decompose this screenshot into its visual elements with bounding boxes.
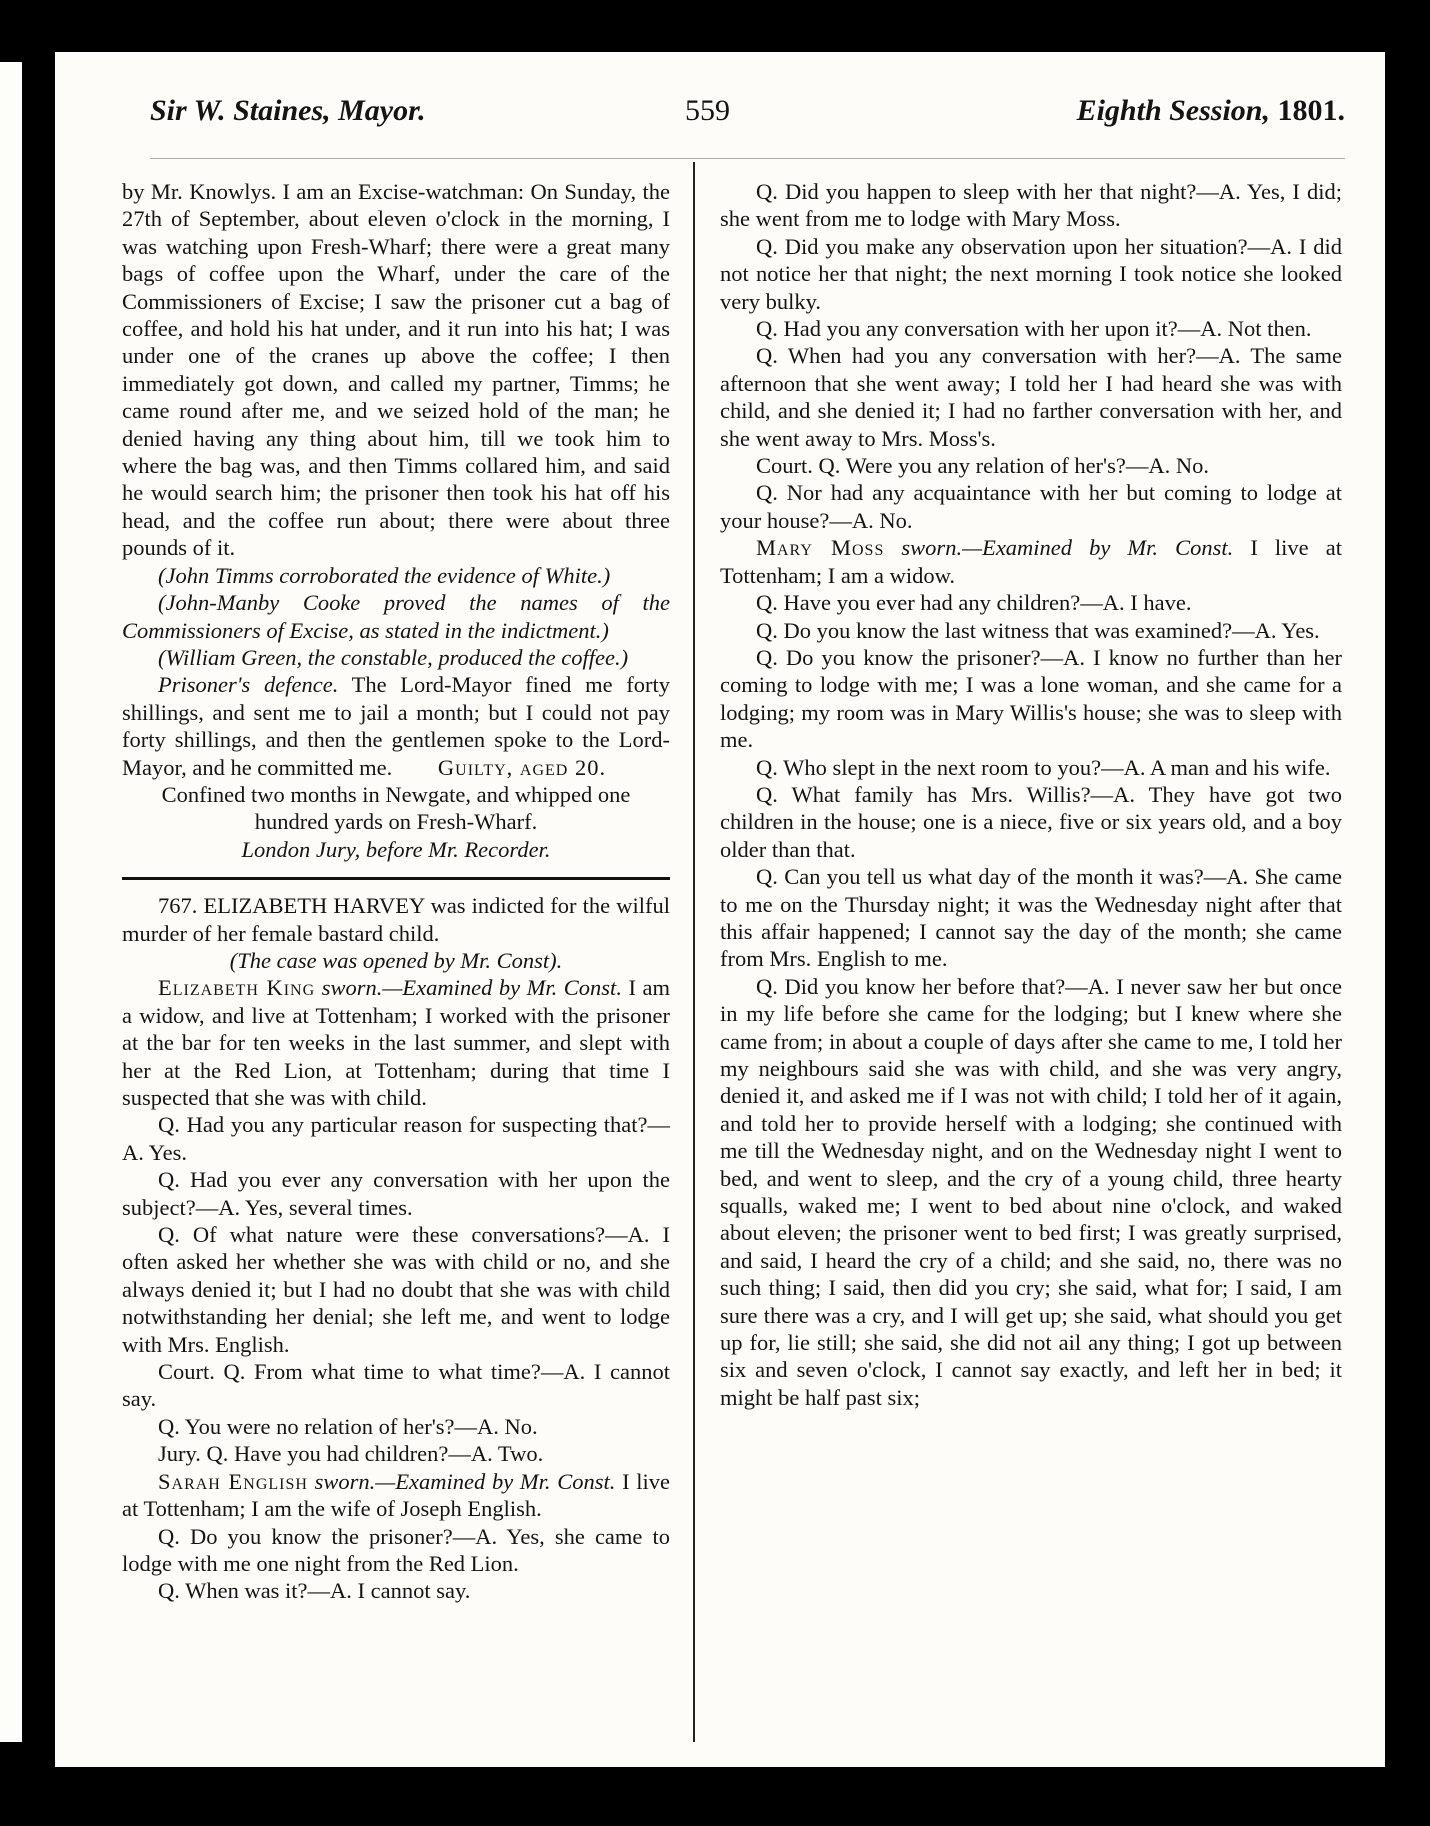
paragraph: Court. Q. From what time to what time?—A. I cannot say. [122,1359,670,1412]
paragraph: (The case was opened by Mr. Const). [229,947,563,973]
case-separator [122,877,670,880]
header-year: 1801. [1277,94,1345,127]
witness-sworn: sworn.—Examined by Mr. Const. [884,535,1234,561]
paragraph: Q. You were no relation of her's?—A. No. [158,1413,538,1439]
witness-sworn: sworn.—Examined by Mr. Const. [307,1468,616,1494]
paragraph: Q. Who slept in the next room to you?—A. A man and his wife. [756,754,1331,780]
page-header [150,88,1345,148]
paragraph [122,974,670,1111]
paragraph: Q. When was it?—A. I cannot say. [158,1578,471,1604]
paragraph: Q. Do you know the prisoner?—A. Yes, she came to lodge with me one night from the Red Lion. [122,1523,670,1576]
witness-name: Mary Moss [756,535,885,561]
testimony: I live at Tottenham; I am the wife of Joseph English. [122,1468,671,1522]
defence-text: The Lord-Mayor fined me forty shillings, and sent me to jail a month; but I could not pay forty shillings, and then the gentlemen spoke to the Lord-Mayor, and he committed me. [122,672,670,780]
left-column [122,178,670,1605]
scan-left-edge [0,62,22,1742]
header-session-title: Eighth Session, [1076,94,1270,127]
paragraph: Q. Do you know the prisoner?—A. I know no further than her coming to lodge with me; I was a lone woman, and she came for a lodging; my room was in Mary Willis's house; she was to sleep with me. [720,644,1342,753]
paragraph: Q. Of what nature were these conversations?—A. I often asked her whether she was with child or no, and she always denied it; but I had no doubt that she was with child notwithstanding her denial; she left me, and went to lodge with Mrs. English. [122,1222,670,1357]
case-title: 767. ELIZABETH HARVEY was indicted for the wilful murder of her female bastard child. [122,893,670,946]
sentence: Confined two months in Newgate, and whipped one hundred yards on Fresh-Wharf. [161,781,631,835]
paragraph: (William Green, the constable, produced the coffee.) [158,644,629,670]
paragraph: Court. Q. Were you any relation of her's?—A. No. [756,453,1209,479]
paragraph: Q. Did you make any observation upon her situation?—A. I did not notice her that night; the next morning I took notice she looked very bulky. [720,233,1342,314]
paragraph: Q. Had you any particular reason for suspecting that?—A. Yes. [122,1112,670,1165]
witness-sworn: sworn.—Examined by Mr. Const. [315,975,622,1001]
paragraph: Q. Had you any conversation with her upon it?—A. Not then. [756,316,1312,342]
defence-label: Prisoner's defence. [158,672,339,698]
paragraph: (John Timms corroborated the evidence of White.) [158,562,611,588]
testimony: I live at Tottenham; I am a widow. [720,535,1342,588]
page-number: 559 [685,94,730,127]
paragraph: Q. Do you know the last witness that was examined?—A. Yes. [756,617,1320,643]
document-page [55,52,1385,1767]
column-divider [693,162,695,1742]
paragraph [720,534,1342,589]
header-rule [150,158,1345,159]
paragraph: Q. What family has Mrs. Willis?—A. They have got two children in the house; one is a niece, five or six years old, and a boy older than that. [720,781,1342,862]
paragraph: Q. Can you tell us what day of the month it was?—A. She came to me on the Thursday night; it was the Wednesday night after that this affair happened; I cannot say the day of the month; she came from Mrs. English to me. [720,864,1342,972]
witness-name: Elizabeth King [158,975,316,1001]
paragraph: Q. Did you know her before that?—A. I never saw her but once in my life before she came for the lodging; but I knew where she came from; in about a couple of days after she came to me, I told her my neighbours said she was with child, and she was very angry, denied it, and asked me if I was not with child; I told her of it again, and told her to provide herself with a lodging; she continued with me till the Wednesday night, and on the Wednesday night I went to bed, and went to sleep, and the cry of a young child, three hearty squalls, waked me; I went to bed about nine o'clock, and waked about eleven; the prisoner went to bed first; I was greatly surprised, and said, I heard the cry of a child; and she said, no, there was no such thing; I said, then did you cry; she said, what for; I said, I am sure there was a cry, and I will get up; she said, what should you get up for, lie still; she said, she did not ail any thing; I got up between six and seven o'clock, I cannot say exactly, and left her in bed; it might be half past six; [720,973,1342,1410]
paragraph: Q. Nor had any acquaintance with her but coming to lodge at your house?—A. No. [720,480,1342,533]
testimony: I am a widow, and live at Tottenham; I worked with the prisoner at the bar for ten weeks in the last summer, and slept with her at the Red Lion, at Tottenham; during that time I suspected that she was with child. [122,975,671,1110]
header-mayor: Sir W. Staines, Mayor. [150,94,426,127]
paragraph: by Mr. Knowlys. I am an Excise-watchman: On Sunday, the 27th of September, about eleven o'clock in the morning, I was watching upon Fresh-Wharf; there were a great many bags of coffee upon the Wharf, under the care of the Commissioners of Excise; I saw the prisoner cut a bag of coffee, and hold his hat under, and it run into his hat; I was under one of the cranes up above the coffee; I then immediately got down, and called my partner, Timms; he came round after me, and we seized hold of the man; he denied having any thing about him, till we took him to where the bag was, and then Timms collared him, and said he would search him; the prisoner then took his hat off his head, and the coffee run about; there were about three pounds of it. [122,179,670,561]
witness-name: Sarah English [158,1468,308,1494]
jury-line: London Jury, before Mr. Recorder. [241,836,551,862]
right-column [720,178,1342,1411]
paragraph: Q. Had you ever any conversation with her upon the subject?—A. Yes, several times. [122,1167,670,1220]
header-session [1077,94,1345,128]
paragraph [122,671,670,781]
paragraph: Q. Did you happen to sleep with her that night?—A. Yes, I did; she went from me to lodge with Mary Moss. [720,179,1342,232]
paragraph: Q. Have you ever had any children?—A. I have. [756,590,1192,616]
verdict: Guilty, aged 20. [437,754,607,780]
paragraph: (John-Manby Cooke proved the names of the Commissioners of Excise, as stated in the indictment.) [122,590,670,643]
paragraph [122,1468,670,1523]
paragraph: Q. When had you any conversation with her?—A. The same afternoon that she went away; I told her I had heard she was with child, and she denied it; I had no farther conversation with her, and she went away to Mrs. Moss's. [720,343,1342,451]
paragraph: Jury. Q. Have you had children?—A. Two. [158,1441,544,1467]
